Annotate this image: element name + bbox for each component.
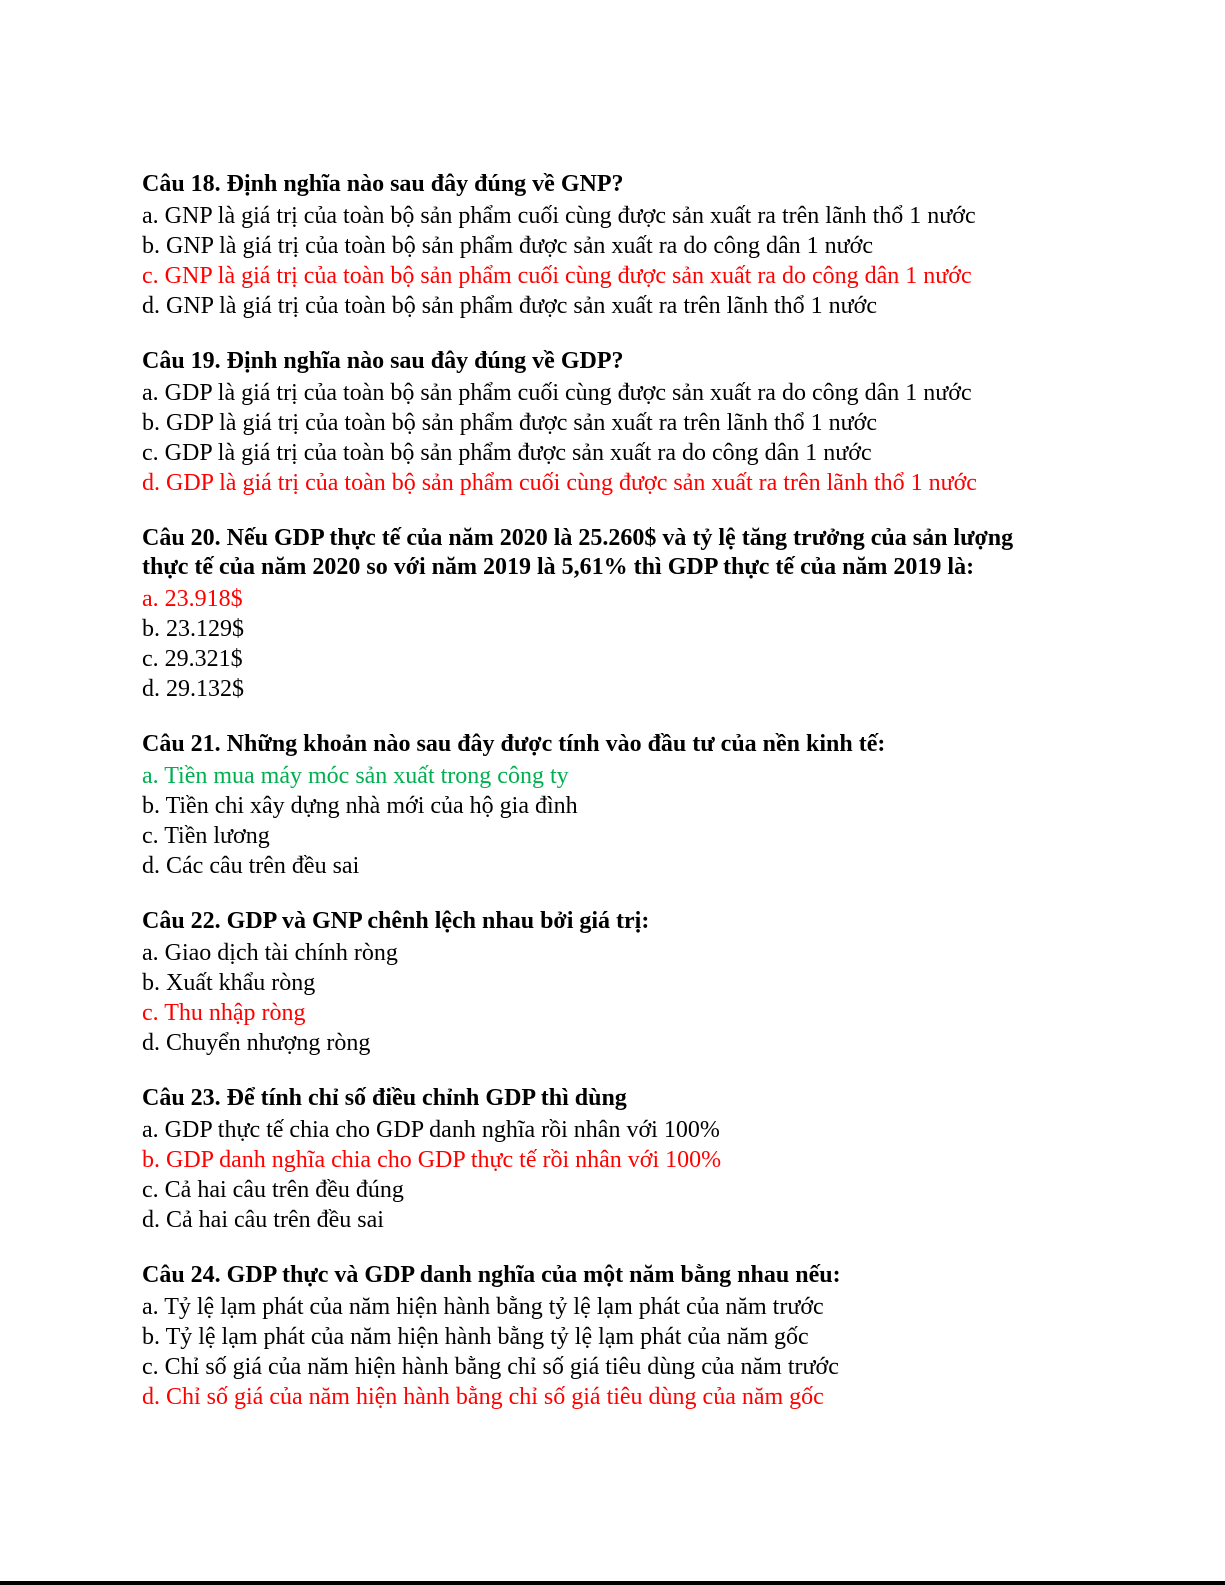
option-d: d. Các câu trên đều sai — [142, 853, 360, 879]
option-a: a. Giao dịch tài chính ròng — [142, 940, 398, 966]
option-d: d. Cả hai câu trên đều sai — [142, 1207, 384, 1233]
option-c: c. Chỉ số giá của năm hiện hành bằng chỉ số giá tiêu dùng của năm trước — [142, 1354, 839, 1380]
option-c-correct: c. Thu nhập ròng — [142, 1000, 306, 1026]
option-b: b. Tiền chi xây dựng nhà mới của hộ gia đình — [142, 793, 578, 819]
option-b-correct: b. GDP danh nghĩa chia cho GDP thực tế rồi nhân với 100% — [142, 1147, 722, 1173]
option-b: b. Xuất khẩu ròng — [142, 970, 316, 996]
question-title: Câu 20. Nếu GDP thực tế của năm 2020 là 25.260$ và tỷ lệ tăng trưởng của sản lượng thực tế của năm 2020 so với năm 2019 là 5,61% thì GDP thực tế của năm 2019 là: — [142, 525, 1014, 580]
option-a: a. Tỷ lệ lạm phát của năm hiện hành bằng tỷ lệ lạm phát của năm trước — [142, 1294, 824, 1320]
option-a: a. GDP là giá trị của toàn bộ sản phẩm cuối cùng được sản xuất ra do công dân 1 nước — [142, 380, 972, 406]
option-a: a. GNP là giá trị của toàn bộ sản phẩm cuối cùng được sản xuất ra trên lãnh thổ 1 nước — [142, 203, 976, 229]
question-19 — [142, 347, 1142, 498]
option-d-correct: d. Chỉ số giá của năm hiện hành bằng chỉ số giá tiêu dùng của năm gốc — [142, 1384, 824, 1410]
option-b: b. Tỷ lệ lạm phát của năm hiện hành bằng tỷ lệ lạm phát của năm gốc — [142, 1324, 809, 1350]
option-b: b. 23.129$ — [142, 616, 244, 642]
option-c-correct: c. GNP là giá trị của toàn bộ sản phẩm cuối cùng được sản xuất ra do công dân 1 nước — [142, 263, 972, 289]
question-23 — [142, 1084, 1142, 1235]
option-a-correct: a. 23.918$ — [142, 586, 243, 612]
option-c: c. Cả hai câu trên đều đúng — [142, 1177, 404, 1203]
question-20 — [142, 524, 1142, 704]
option-b: b. GNP là giá trị của toàn bộ sản phẩm được sản xuất ra do công dân 1 nước — [142, 233, 873, 259]
option-a-correct: a. Tiền mua máy móc sản xuất trong công ty — [142, 763, 569, 789]
question-21 — [142, 730, 1142, 881]
question-title: Câu 18. Định nghĩa nào sau đây đúng về GNP? — [142, 171, 624, 197]
option-d-correct: d. GDP là giá trị của toàn bộ sản phẩm cuối cùng được sản xuất ra trên lãnh thổ 1 nước — [142, 470, 977, 496]
option-c: c. 29.321$ — [142, 646, 243, 672]
option-b: b. GDP là giá trị của toàn bộ sản phẩm được sản xuất ra trên lãnh thổ 1 nước — [142, 410, 877, 436]
question-title: Câu 23. Để tính chỉ số điều chỉnh GDP thì dùng — [142, 1085, 627, 1111]
option-c: c. Tiền lương — [142, 823, 270, 849]
question-title: Câu 19. Định nghĩa nào sau đây đúng về GDP? — [142, 348, 624, 374]
option-a: a. GDP thực tế chia cho GDP danh nghĩa rồi nhân với 100% — [142, 1117, 720, 1143]
page-bottom-divider — [0, 1581, 1225, 1585]
question-title: Câu 21. Những khoản nào sau đây được tính vào đầu tư của nền kinh tế: — [142, 731, 886, 757]
question-22 — [142, 907, 1142, 1058]
option-d: d. 29.132$ — [142, 676, 244, 702]
option-d: d. Chuyển nhượng ròng — [142, 1030, 371, 1056]
question-24 — [142, 1261, 1142, 1412]
option-c: c. GDP là giá trị của toàn bộ sản phẩm được sản xuất ra do công dân 1 nước — [142, 440, 872, 466]
question-title: Câu 24. GDP thực và GDP danh nghĩa của một năm bằng nhau nếu: — [142, 1262, 841, 1288]
document-page — [142, 170, 1142, 1438]
question-title: Câu 22. GDP và GNP chênh lệch nhau bởi giá trị: — [142, 908, 650, 934]
question-18 — [142, 170, 1142, 321]
option-d: d. GNP là giá trị của toàn bộ sản phẩm được sản xuất ra trên lãnh thổ 1 nước — [142, 293, 877, 319]
